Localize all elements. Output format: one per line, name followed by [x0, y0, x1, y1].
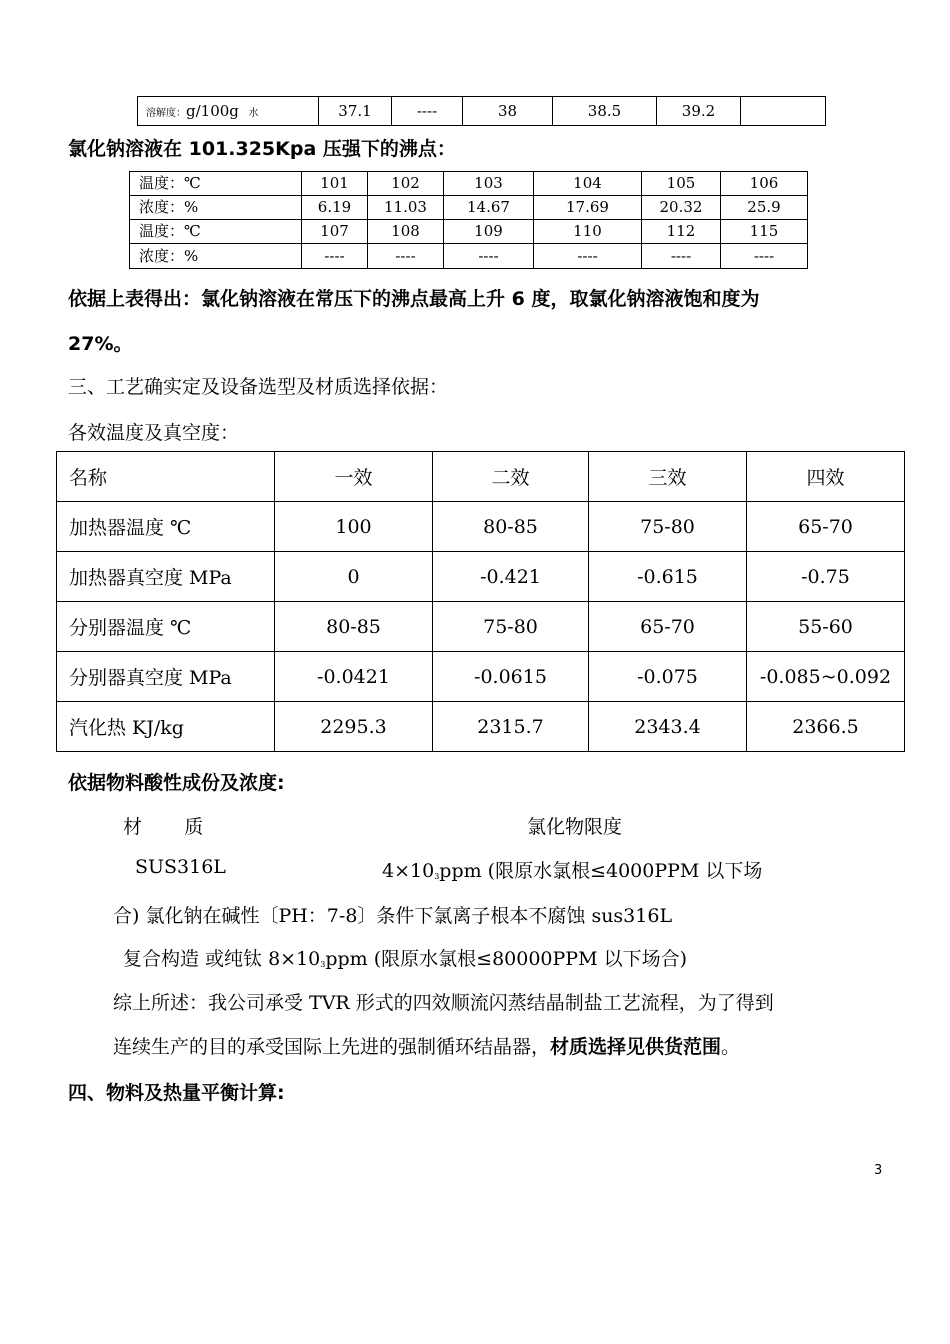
- table-cell: 0: [275, 552, 433, 602]
- material-header-left: 材 质: [123, 816, 204, 838]
- table-cell: ----: [368, 244, 444, 269]
- table-cell: 20.32: [642, 196, 721, 220]
- material-header-right: 氯化物限度: [527, 816, 623, 838]
- table-cell: -0.075: [589, 652, 747, 702]
- row-label: 浓度：%: [130, 196, 302, 220]
- table-cell: 65-70: [589, 602, 747, 652]
- table-row: [57, 652, 905, 702]
- sus-limit-prefix: 4×10: [382, 860, 435, 882]
- sus-limit-suffix: ppm (限原水氯根≤4000PPM 以下场: [439, 860, 763, 882]
- table-cell: 55-60: [747, 602, 905, 652]
- column-header: 二效: [433, 452, 589, 502]
- conclusion-line-2: 27%。: [68, 333, 133, 355]
- solubility-label-suffix: 水: [248, 108, 259, 119]
- table-cell: ----: [302, 244, 368, 269]
- ti-line: [123, 944, 687, 971]
- row-label: 加热器温度 ℃: [57, 502, 275, 552]
- table-cell: 2343.4: [589, 702, 747, 752]
- solubility-label-cell: [138, 97, 319, 126]
- table-cell: 110: [534, 220, 642, 244]
- table-cell: 101: [302, 172, 368, 196]
- table-row: [57, 702, 905, 752]
- table-row: [57, 602, 905, 652]
- sus-limit-exponent: 3: [434, 872, 440, 881]
- table-cell: 75-80: [589, 502, 747, 552]
- table-cell: 25.9: [721, 196, 808, 220]
- solubility-label-unit: g/100g: [186, 102, 239, 120]
- material-heading: 依据物料酸性成份及浓度:: [68, 772, 285, 794]
- column-header: 名称: [57, 452, 275, 502]
- table-row: [57, 552, 905, 602]
- table-cell: 80-85: [433, 502, 589, 552]
- table-cell: -0.0421: [275, 652, 433, 702]
- table-row: [138, 97, 826, 126]
- table-cell: -0.085~0.092: [747, 652, 905, 702]
- table-row: [130, 244, 808, 269]
- section-4-title: 四、物料及热量平衡计算:: [68, 1082, 285, 1104]
- effects-table: [56, 451, 905, 752]
- table-cell: ----: [444, 244, 534, 269]
- table-cell: 38.5: [553, 97, 657, 126]
- table-cell: -0.0615: [433, 652, 589, 702]
- table-row: [130, 196, 808, 220]
- table-cell: -0.75: [747, 552, 905, 602]
- table-cell: 39.2: [657, 97, 741, 126]
- solubility-label-prefix: 溶解度：: [146, 108, 186, 119]
- table-cell: 75-80: [433, 602, 589, 652]
- summary-line-2: [113, 1032, 740, 1059]
- row-label: 加热器真空度 MPa: [57, 552, 275, 602]
- row-label: 汽化热 KJ/kg: [57, 702, 275, 752]
- table-row: [130, 172, 808, 196]
- table-cell: ----: [642, 244, 721, 269]
- row-label: 浓度：%: [130, 244, 302, 269]
- table-header-row: [57, 452, 905, 502]
- sus-name: SUS316L: [135, 856, 226, 878]
- table-cell: 103: [444, 172, 534, 196]
- conclusion-line-1: 依据上表得出：氯化钠溶液在常压下的沸点最高上升 6 度，取氯化钠溶液饱和度为: [68, 288, 760, 310]
- table-cell: 107: [302, 220, 368, 244]
- row-label: 温度：℃: [130, 220, 302, 244]
- table-cell: 2366.5: [747, 702, 905, 752]
- row-label: 分别器温度 ℃: [57, 602, 275, 652]
- column-header: 四效: [747, 452, 905, 502]
- table-cell: -0.421: [433, 552, 589, 602]
- table-cell: 17.69: [534, 196, 642, 220]
- table-cell: 115: [721, 220, 808, 244]
- boiling-heading: 氯化钠溶液在 101.325Kpa 压强下的沸点：: [68, 138, 456, 160]
- row-label: 分别器真空度 MPa: [57, 652, 275, 702]
- table-cell: 6.19: [302, 196, 368, 220]
- table-cell: 38: [463, 97, 553, 126]
- column-header: 一效: [275, 452, 433, 502]
- table-cell: ----: [721, 244, 808, 269]
- table-cell: -0.615: [589, 552, 747, 602]
- table-cell: 108: [368, 220, 444, 244]
- sus-continuation: 合) 氯化钠在碱性〔PH：7-8〕条件下氯离子根本不腐蚀 sus316L: [113, 905, 673, 927]
- summary-line-2-end: 。: [721, 1036, 741, 1058]
- table-cell: 2315.7: [433, 702, 589, 752]
- sus-limit: [382, 856, 762, 883]
- table-cell: ----: [392, 97, 463, 126]
- row-label: 温度：℃: [130, 172, 302, 196]
- ti-suffix: ppm (限原水氯根≤80000PPM 以下场合): [325, 948, 687, 970]
- table-cell: 109: [444, 220, 534, 244]
- table-cell: 80-85: [275, 602, 433, 652]
- table-cell: 100: [275, 502, 433, 552]
- table-cell: 2295.3: [275, 702, 433, 752]
- summary-line-1: 综上所述：我公司承受 TVR 形式的四效顺流闪蒸结晶制盐工艺流程，为了得到: [113, 992, 774, 1014]
- table-cell: 37.1: [319, 97, 392, 126]
- column-header: 三效: [589, 452, 747, 502]
- summary-line-2-bold: 材质选择见供货范围: [550, 1036, 722, 1058]
- table-cell: 112: [642, 220, 721, 244]
- table-cell: 104: [534, 172, 642, 196]
- table-cell: 105: [642, 172, 721, 196]
- table-row: [57, 502, 905, 552]
- solubility-table: [137, 96, 826, 126]
- table-cell: [741, 97, 826, 126]
- ti-exponent: 3: [320, 960, 326, 969]
- summary-line-2-text: 连续生产的目的承受国际上先进的强制循环结晶器，: [113, 1036, 551, 1058]
- table-cell: 102: [368, 172, 444, 196]
- effects-heading: 各效温度及真空度：: [68, 422, 240, 444]
- table-cell: ----: [534, 244, 642, 269]
- page-number: 3: [874, 1163, 883, 1178]
- table-cell: 106: [721, 172, 808, 196]
- boiling-table: [129, 171, 808, 269]
- table-cell: 11.03: [368, 196, 444, 220]
- table-cell: 14.67: [444, 196, 534, 220]
- table-row: [130, 220, 808, 244]
- table-cell: 65-70: [747, 502, 905, 552]
- ti-prefix: 复合构造 或纯钛 8×10: [123, 948, 321, 970]
- section-3-title: 三、工艺确实定及设备选型及材质选择依据：: [68, 376, 449, 398]
